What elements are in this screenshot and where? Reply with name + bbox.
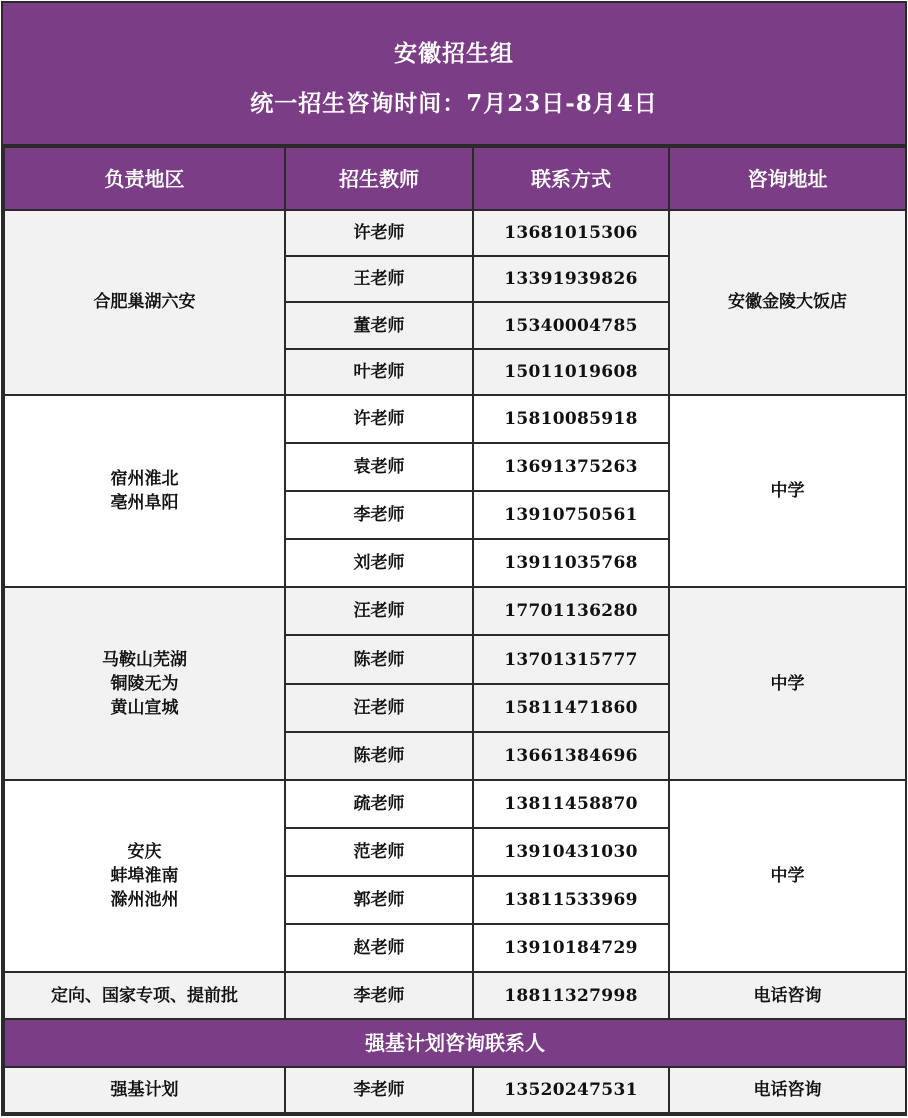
section-header-row bbox=[4, 1019, 906, 1067]
region-cell: 安庆 蚌埠淮南 滁州池州 bbox=[4, 780, 285, 973]
special-row bbox=[4, 972, 906, 1018]
contact-table bbox=[3, 146, 907, 1114]
header-row bbox=[4, 147, 906, 210]
table-row bbox=[4, 395, 906, 443]
title-banner bbox=[3, 3, 905, 146]
table-row bbox=[4, 210, 906, 256]
teacher-cell: 范老师 bbox=[285, 828, 473, 876]
phone-cell: 13910750561 bbox=[473, 491, 669, 539]
phone-cell: 13910184729 bbox=[473, 924, 669, 972]
teacher-cell: 许老师 bbox=[285, 210, 473, 256]
address-cell: 中学 bbox=[669, 395, 906, 588]
phone-cell: 13691375263 bbox=[473, 443, 669, 491]
teacher-cell: 李老师 bbox=[285, 972, 473, 1018]
address-cell: 中学 bbox=[669, 587, 906, 780]
phone-cell: 17701136280 bbox=[473, 587, 669, 635]
region-cell: 合肥巢湖六安 bbox=[4, 210, 285, 395]
teacher-cell: 疏老师 bbox=[285, 780, 473, 828]
header-region: 负责地区 bbox=[4, 147, 285, 210]
teacher-cell: 许老师 bbox=[285, 395, 473, 443]
enrollment-sheet bbox=[1, 1, 907, 1116]
teacher-cell: 袁老师 bbox=[285, 443, 473, 491]
region-cell: 宿州淮北 亳州阜阳 bbox=[4, 395, 285, 588]
region-cell: 强基计划 bbox=[4, 1067, 285, 1113]
table-row bbox=[4, 587, 906, 635]
phone-cell: 15810085918 bbox=[473, 395, 669, 443]
phone-cell: 13811533969 bbox=[473, 876, 669, 924]
teacher-cell: 李老师 bbox=[285, 1067, 473, 1113]
teacher-cell: 董老师 bbox=[285, 302, 473, 348]
phone-cell: 13910431030 bbox=[473, 828, 669, 876]
teacher-cell: 叶老师 bbox=[285, 349, 473, 395]
teacher-cell: 李老师 bbox=[285, 491, 473, 539]
phone-cell: 13681015306 bbox=[473, 210, 669, 256]
section-title: 强基计划咨询联系人 bbox=[4, 1019, 906, 1067]
phone-cell: 15011019608 bbox=[473, 349, 669, 395]
header-address: 咨询地址 bbox=[669, 147, 906, 210]
phone-cell: 13520247531 bbox=[473, 1067, 669, 1113]
phone-cell: 15811471860 bbox=[473, 684, 669, 732]
teacher-cell: 汪老师 bbox=[285, 684, 473, 732]
address-cell: 电话咨询 bbox=[669, 972, 906, 1018]
teacher-cell: 陈老师 bbox=[285, 732, 473, 780]
phone-cell: 18811327998 bbox=[473, 972, 669, 1018]
consult-period: 统一招生咨询时间：7月23日-8月4日 bbox=[250, 90, 658, 117]
teacher-cell: 王老师 bbox=[285, 256, 473, 302]
teacher-cell: 陈老师 bbox=[285, 635, 473, 683]
phone-cell: 13391939826 bbox=[473, 256, 669, 302]
qiangji-row bbox=[4, 1067, 906, 1113]
page-title: 安徽招生组 bbox=[394, 40, 514, 67]
region-cell: 定向、国家专项、提前批 bbox=[4, 972, 285, 1018]
teacher-cell: 赵老师 bbox=[285, 924, 473, 972]
phone-cell: 13661384696 bbox=[473, 732, 669, 780]
region-cell: 马鞍山芜湖 铜陵无为 黄山宣城 bbox=[4, 587, 285, 780]
teacher-cell: 郭老师 bbox=[285, 876, 473, 924]
phone-cell: 13701315777 bbox=[473, 635, 669, 683]
table-row bbox=[4, 780, 906, 828]
teacher-cell: 刘老师 bbox=[285, 539, 473, 587]
header-contact: 联系方式 bbox=[473, 147, 669, 210]
header-teacher: 招生教师 bbox=[285, 147, 473, 210]
address-cell: 中学 bbox=[669, 780, 906, 973]
teacher-cell: 汪老师 bbox=[285, 587, 473, 635]
phone-cell: 13911035768 bbox=[473, 539, 669, 587]
address-cell: 电话咨询 bbox=[669, 1067, 906, 1113]
address-cell: 安徽金陵大饭店 bbox=[669, 210, 906, 395]
phone-cell: 13811458870 bbox=[473, 780, 669, 828]
phone-cell: 15340004785 bbox=[473, 302, 669, 348]
